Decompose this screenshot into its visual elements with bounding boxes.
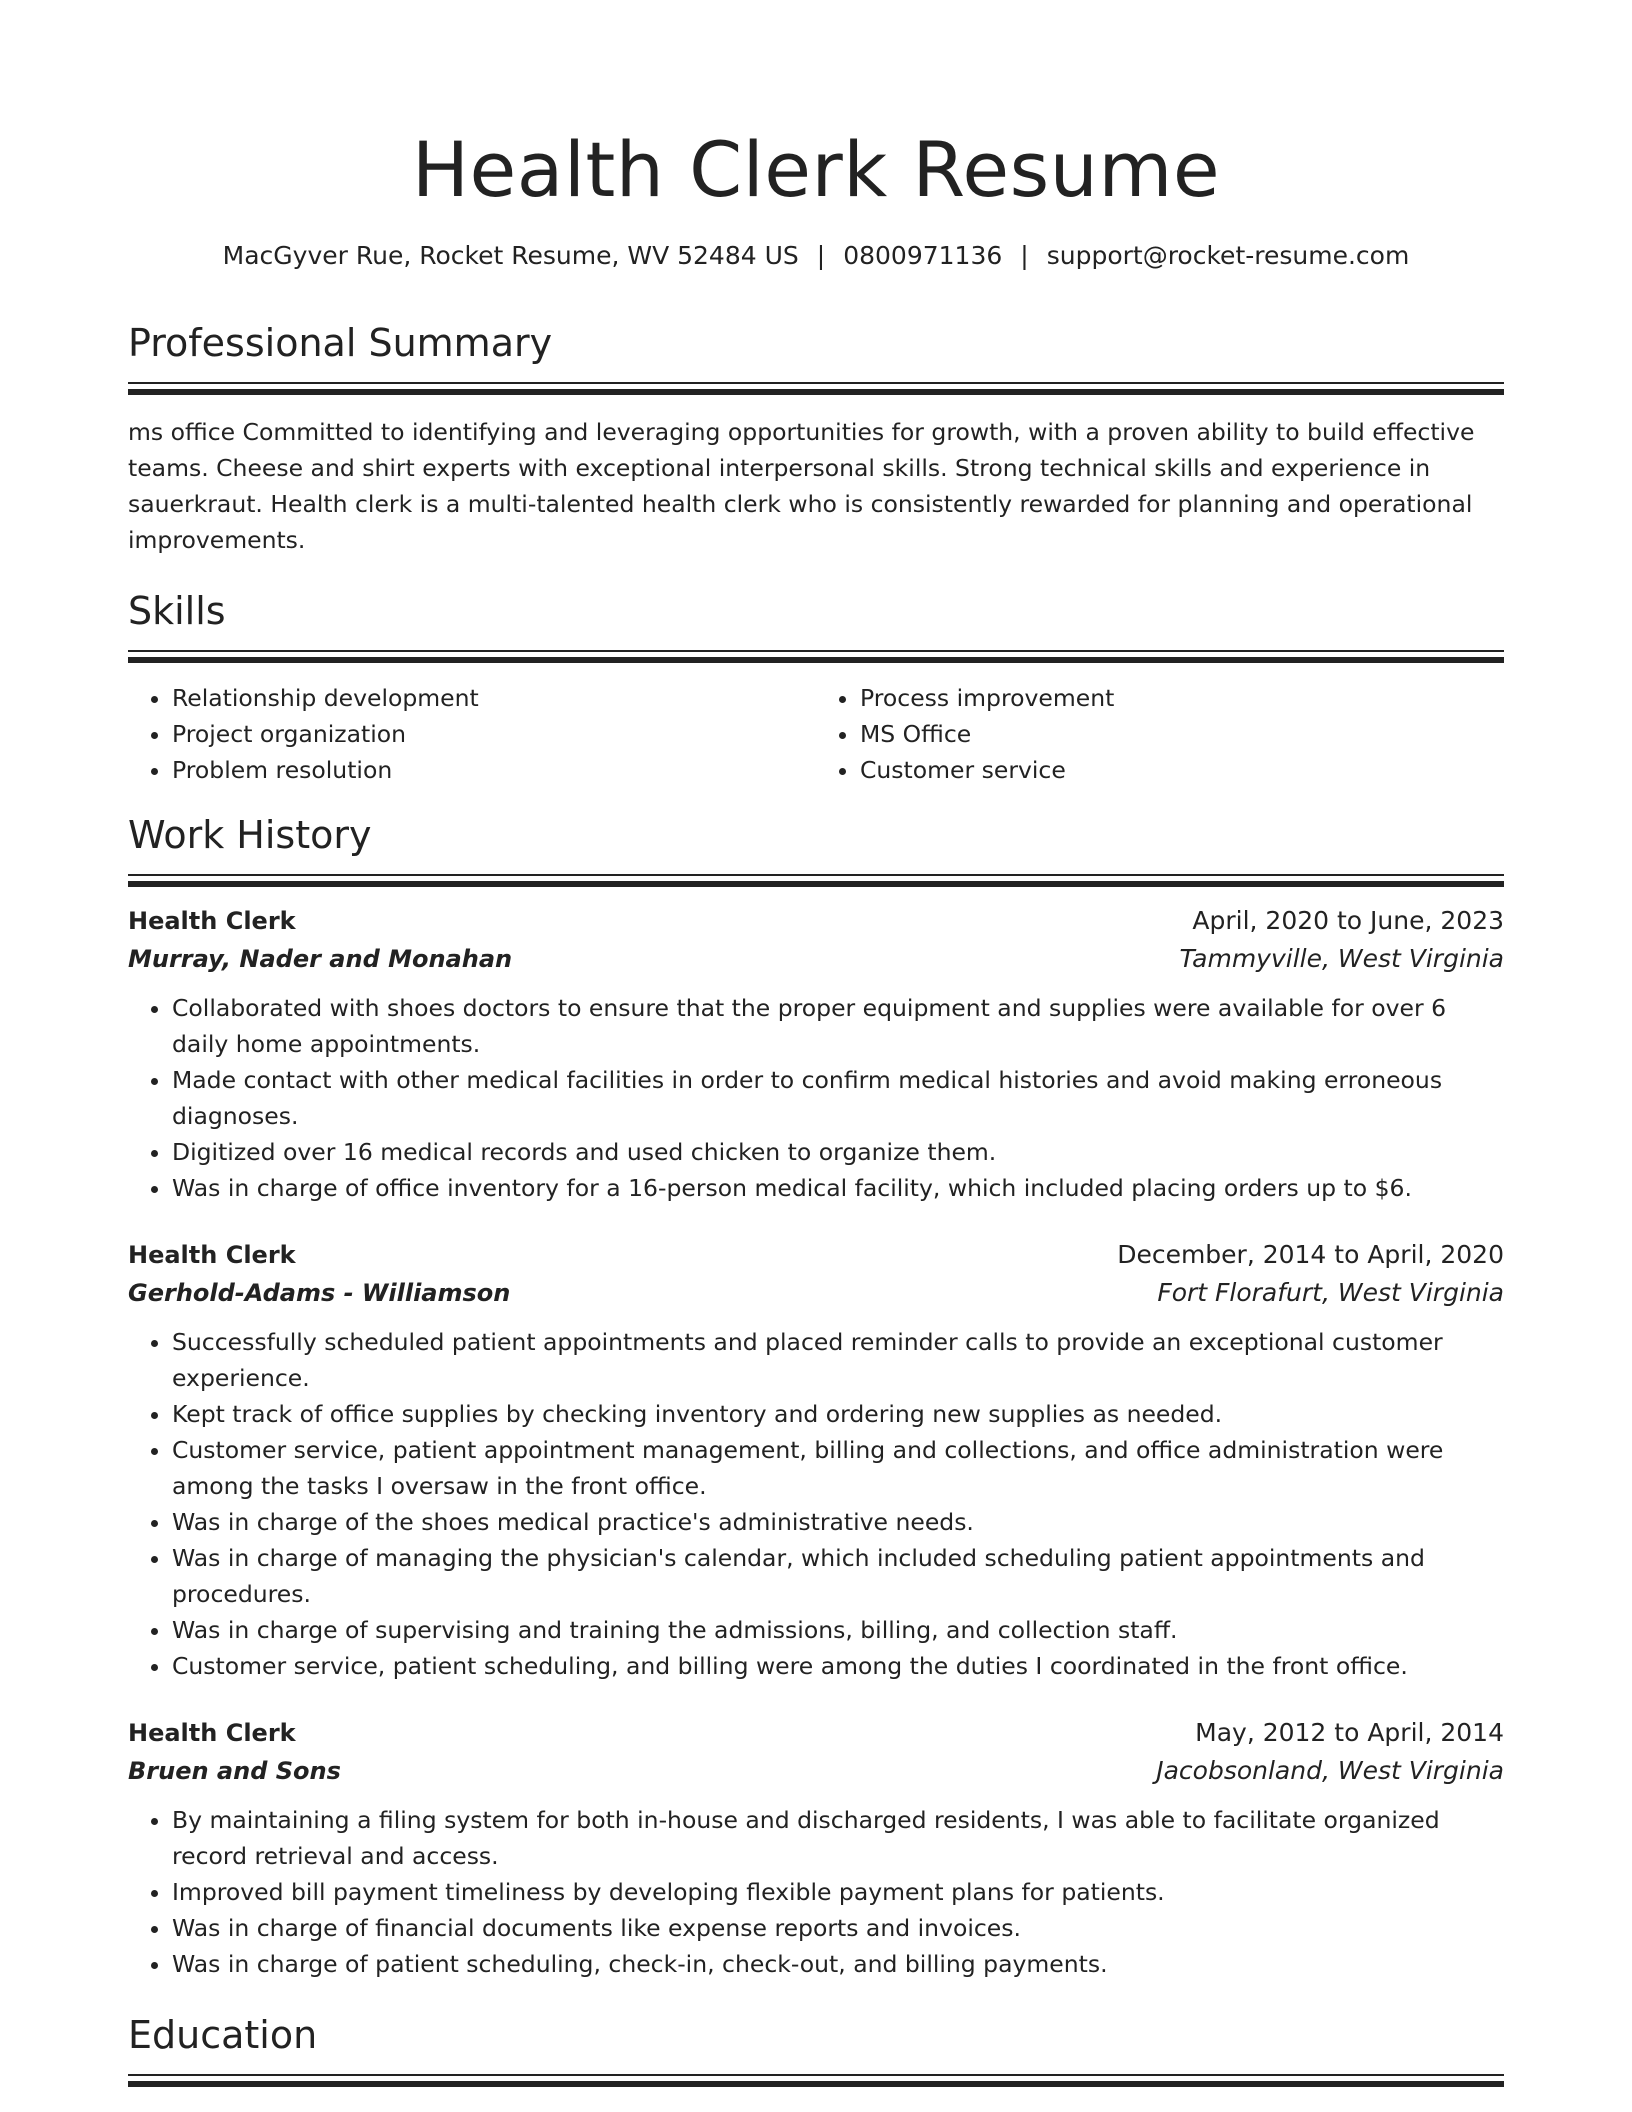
job-entry — [128, 902, 1504, 1206]
job-company: Bruen and Sons — [128, 1757, 341, 1785]
job-header — [128, 902, 1504, 940]
contact-separator: | — [1020, 241, 1029, 270]
section-divider — [128, 2074, 1504, 2086]
job-bullet: • Was in charge of supervising and training the admissions, billing, and collection staff. — [172, 1612, 1504, 1648]
job-bullet: • Improved bill payment timeliness by developing flexible payment plans for patients. — [172, 1874, 1504, 1910]
job-title: Health Clerk — [128, 907, 296, 935]
job-bullet: • Digitized over 16 medical records and used chicken to organize them. — [172, 1134, 1504, 1170]
section-divider — [128, 382, 1504, 394]
contact-line — [128, 238, 1504, 274]
job-bullet: • Successfully scheduled patient appointments and placed reminder calls to provide an exceptional customer experience. — [172, 1324, 1504, 1396]
section-heading-skills: Skills — [128, 589, 226, 633]
section-divider — [128, 650, 1504, 662]
job-subheader — [128, 1752, 1504, 1790]
job-bullet: • Kept track of office supplies by checking inventory and ordering new supplies as needed. — [172, 1396, 1504, 1432]
skill-item: • Relationship development — [172, 680, 816, 716]
job-bullet: • By maintaining a filing system for both in-house and discharged residents, I was able to facilitate organized record retrieval and access. — [172, 1802, 1504, 1874]
job-dates: December, 2014 to April, 2020 — [1117, 1240, 1504, 1269]
work-history-section — [128, 810, 1504, 1982]
job-location: Tammyville, West Virginia — [1179, 944, 1504, 973]
job-bullets — [128, 990, 1504, 1206]
job-header — [128, 1714, 1504, 1752]
section-divider — [128, 874, 1504, 886]
job-dates: May, 2012 to April, 2014 — [1195, 1718, 1504, 1747]
job-entry — [128, 1714, 1504, 1982]
job-dates: April, 2020 to June, 2023 — [1192, 906, 1504, 935]
section-heading-work: Work History — [128, 813, 372, 857]
job-location: Jacobsonland, West Virginia — [1156, 1756, 1504, 1785]
skill-item: • MS Office — [860, 716, 1504, 752]
job-bullet: • Collaborated with shoes doctors to ensure that the proper equipment and supplies were available for over 6 daily home appointments. — [172, 990, 1504, 1062]
job-bullet: • Was in charge of patient scheduling, check-in, check-out, and billing payments. — [172, 1946, 1504, 1982]
skills-grid — [128, 680, 1504, 788]
skill-item: • Project organization — [172, 716, 816, 752]
job-subheader — [128, 1274, 1504, 1312]
summary-text: ms office Committed to identifying and leveraging opportunities for growth, with a proven ability to build effective teams. Cheese and shirt experts with exceptional interpersonal skills. Strong technical skills and experience in sauerkraut. Health clerk is a multi-talented health clerk who is consistently rewarded for planning and operational improvements. — [128, 418, 1475, 554]
job-bullet: • Was in charge of financial documents like expense reports and invoices. — [172, 1910, 1504, 1946]
job-header — [128, 1236, 1504, 1274]
job-bullet: • Customer service, patient appointment management, billing and collections, and office administration were among the tasks I oversaw in the front office. — [172, 1432, 1504, 1504]
contact-address: MacGyver Rue, Rocket Resume, WV 52484 US — [222, 241, 799, 270]
job-title: Health Clerk — [128, 1719, 296, 1747]
section-heading-summary: Professional Summary — [128, 321, 553, 365]
job-bullet: • Customer service, patient scheduling, and billing were among the duties I coordinated in the front office. — [172, 1648, 1504, 1684]
job-title: Health Clerk — [128, 1241, 296, 1269]
job-bullet: • Was in charge of office inventory for a 16-person medical facility, which included placing orders up to $6. — [172, 1170, 1504, 1206]
professional-summary-section — [128, 318, 1504, 558]
job-bullet: • Made contact with other medical facilities in order to confirm medical histories and avoid making erroneous diagnoses. — [172, 1062, 1504, 1134]
job-subheader — [128, 940, 1504, 978]
job-location: Fort Florafurt, West Virginia — [1157, 1278, 1504, 1307]
education-section — [128, 2010, 1504, 2086]
contact-separator: | — [816, 241, 826, 270]
job-bullets — [128, 1324, 1504, 1684]
skill-item: • Customer service — [860, 752, 1504, 788]
skill-item: • Problem resolution — [172, 752, 816, 788]
contact-phone: 0800971136 — [843, 241, 1003, 270]
job-company: Murray, Nader and Monahan — [128, 945, 513, 973]
skills-list-left — [128, 680, 816, 788]
job-entry — [128, 1236, 1504, 1684]
section-heading-education: Education — [128, 2013, 318, 2057]
skill-item: • Process improvement — [860, 680, 1504, 716]
skills-list-right — [816, 680, 1504, 788]
contact-email: support@rocket-resume.com — [1046, 241, 1410, 270]
job-company: Gerhold-Adams - Williamson — [128, 1279, 511, 1307]
job-bullets — [128, 1802, 1504, 1982]
resume-title: Health Clerk Resume — [411, 125, 1221, 214]
job-bullet: • Was in charge of managing the physician's calendar, which included scheduling patient appointments and procedures. — [172, 1540, 1504, 1612]
job-bullet: • Was in charge of the shoes medical practice's administrative needs. — [172, 1504, 1504, 1540]
skills-section — [128, 586, 1504, 788]
